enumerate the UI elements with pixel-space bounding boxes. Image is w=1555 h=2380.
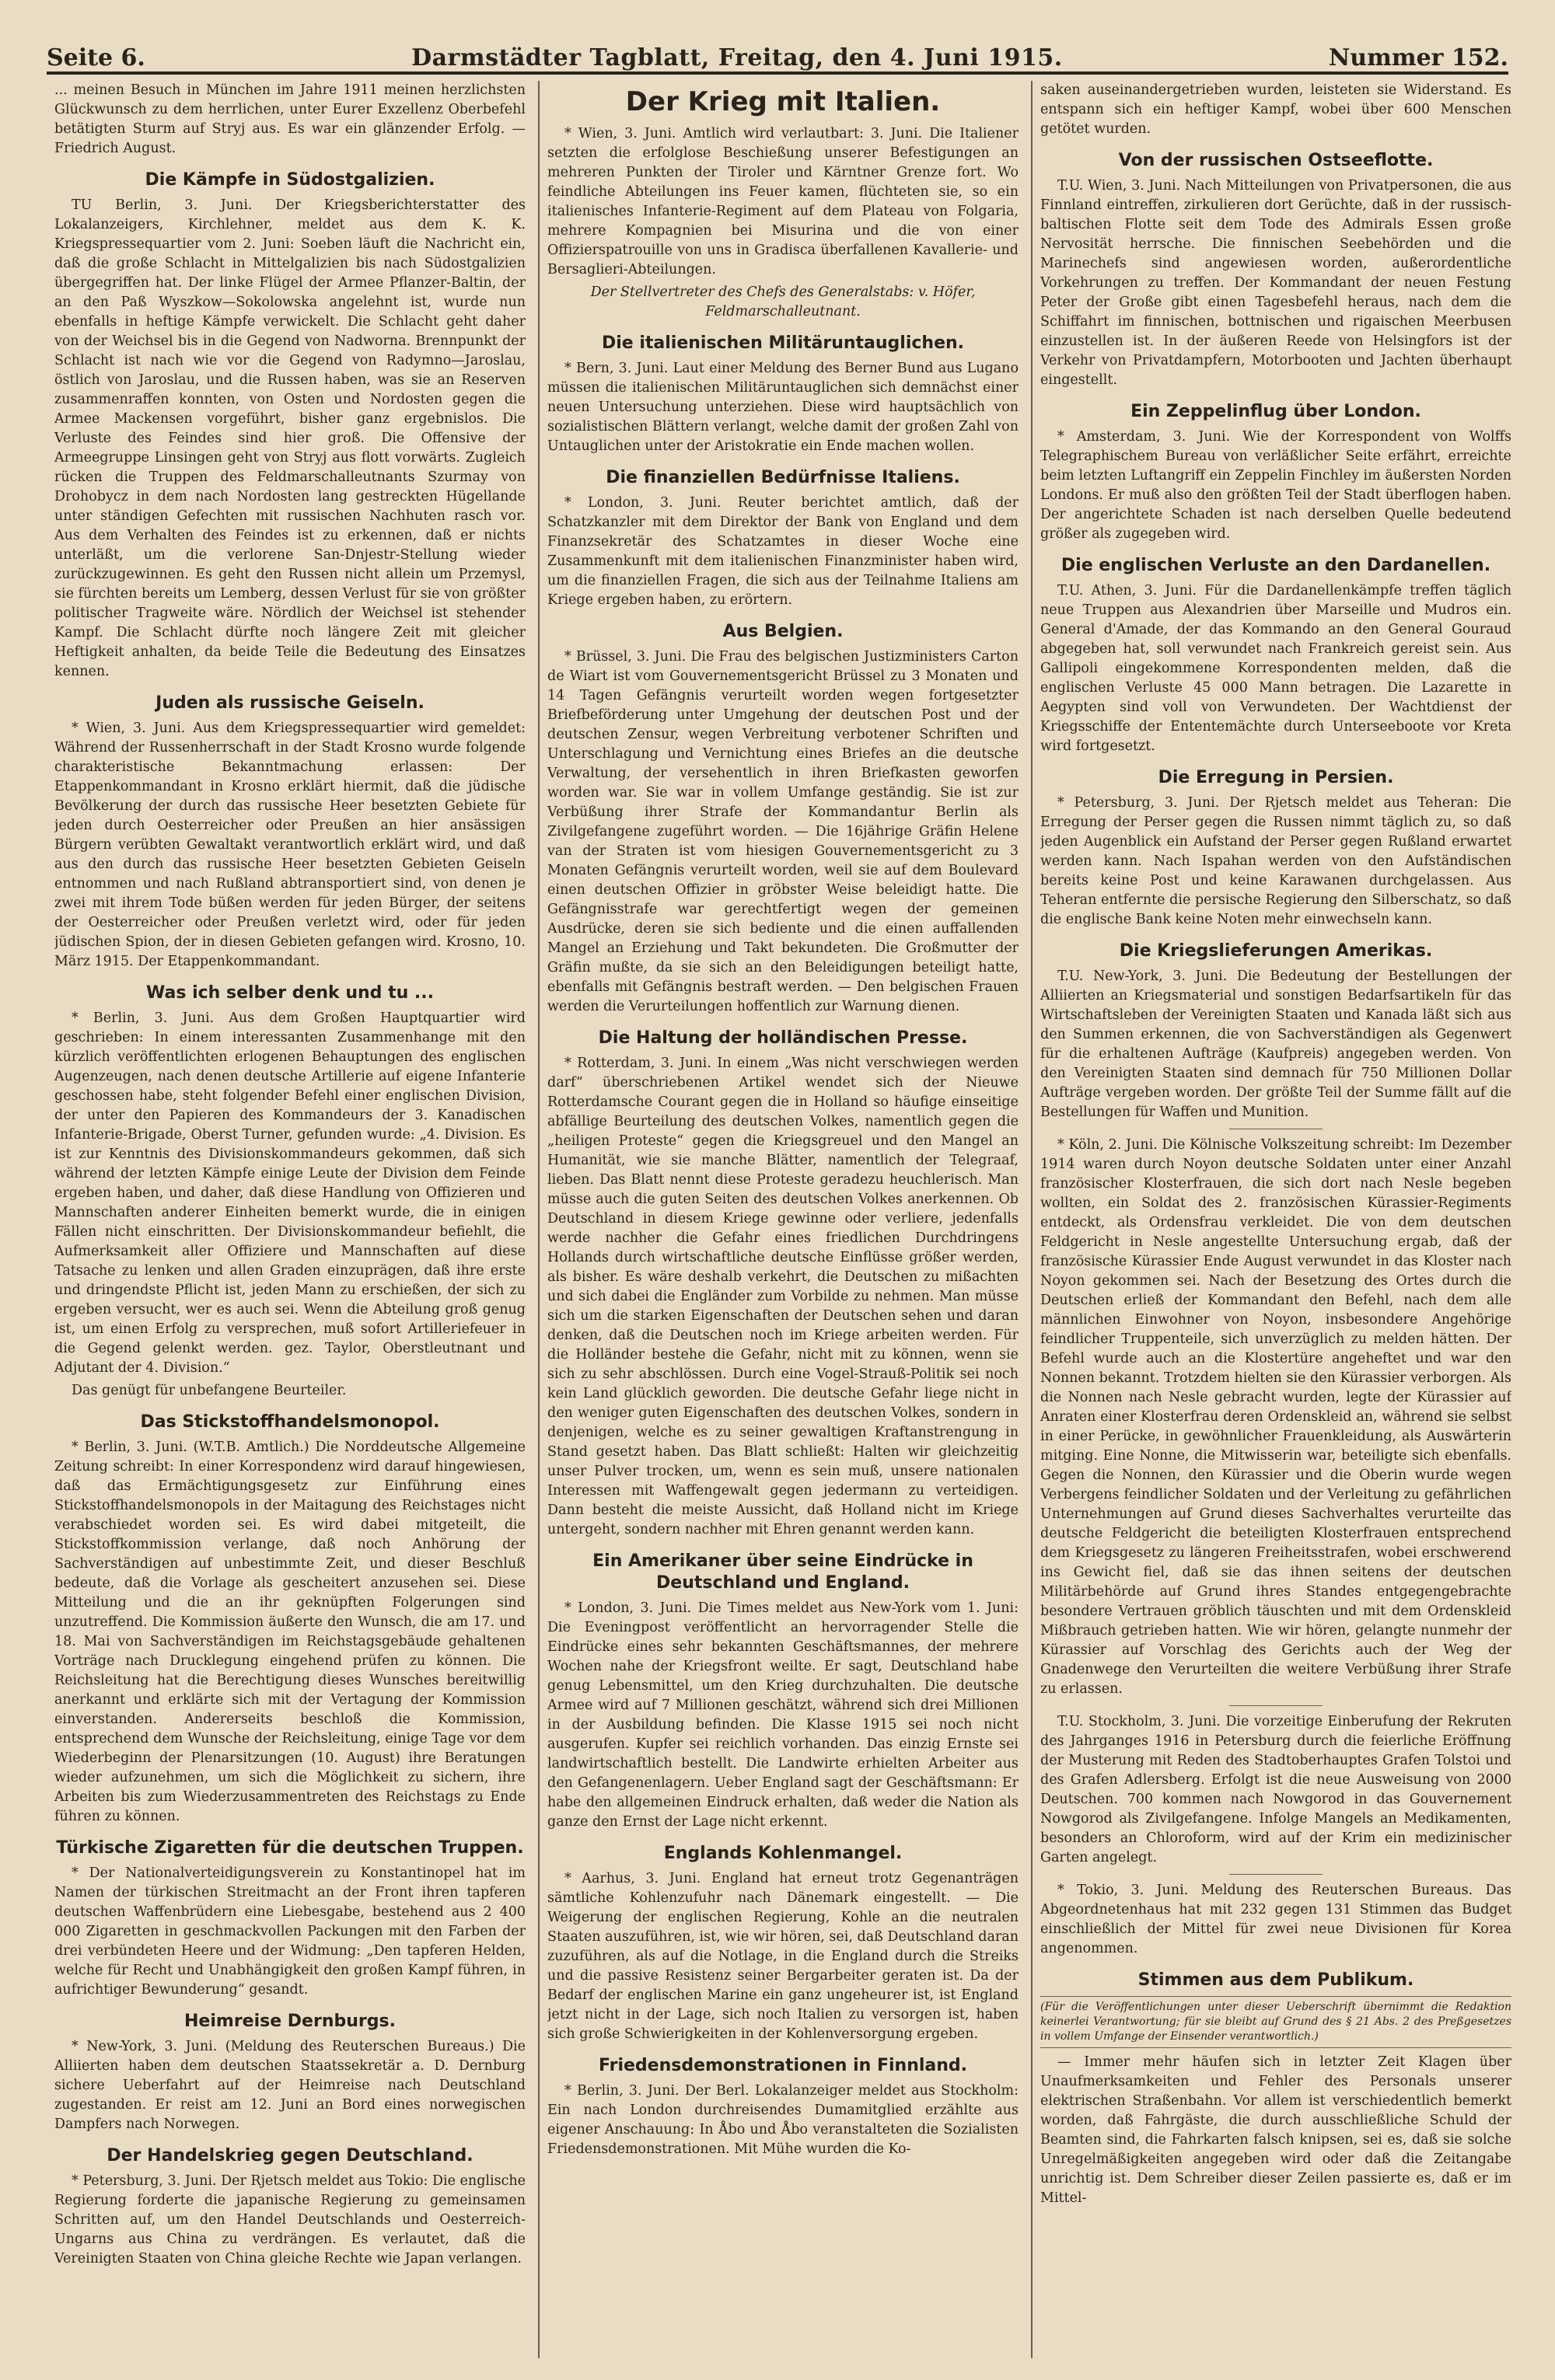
article-text: * Berlin, 3. Juni. (W.T.B. Amtlich.) Die Norddeutsche Allgemeine Zeitung schreibt: In einer Korrespondenz wird darauf hingewiesen, daß das Ermächtigungsgesetz zur Einführung eines Stickstoffhandelsmonopols in der Maitagung des Reichstages nicht verabschiedet worden sei. Es wird dabei mitgeteilt, die Stickstoffkommission verlange, daß noch Anhörung der Sachverständigen auf unbestimmte Zeit, und dieser Beschluß bedeute, daß die Vorlage als gescheitert anzusehen sei. Diese Mitteilung und die an ihr geknüpften Folgerungen sind unzutreffend. Die Kommission äußerte den Wunsch, die am 17. und 18. Mai von Sachverständigen im Reichstagsgebäude gehaltenen Vorträge nach Drucklegung eingehend prüfen zu können. Die Reichsleitung hat die Berechtigung dieses Wunsches bereitwillig anerkannt und erklärte sich mit der Vertagung der Kommission einverstanden. Andererseits beschloß die Kommission, entsprechend dem Wunsche der Reichsleitung, einige Tage vor dem Wiederbeginn der Plenarsitzungen (10. August) ihre Beratungen wieder aufzunehmen, um sich die Möglichkeit zu sichern, ihre Arbeiten bis zum Wiederzusammentreten des Reichstags zu Ende führen zu können. [54, 1440, 526, 1824]
article-text: * Amsterdam, 3. Juni. Wie der Korrespondent von Wolffs Telegraphischem Bureau von verläßlicher Seite erfährt, erreichte beim letzten Luftangriff ein Zeppelin Finchley im äußersten Norden Londons. Er muß also den größten Teil der Stadt überflogen haben. Der angerichtete Schaden ist nach derselben Quelle bedeutend größer als zugegeben wird. [1040, 429, 1511, 542]
article-text: * Berlin, 3. Juni. Aus dem Großen Hauptquartier wird geschrieben: In einem interessanten Zusammenhange mit den kürzlich veröffentlichten erlogenen Behauptungen des englischen Augenzeugen, nach denen deutsche Artillerie auf eigene Infanterie geschossen habe, steht folgender Befehl einer englischen Division, der unter den Papieren des Kommandeurs der 3. Kanadischen Infanterie-Brigade, Oberst Turner, gefunden wurde: „4. Division. Es ist zur Kenntnis des Divisionskommandeurs gekommen, daß sich während der letzten Kämpfe einige Leute der Division dem Feinde ergeben haben, und daher, daß diese Handlung von Offizieren und Mannschaften anderer Einheiten bemerkt wurde, die in einigen Fällen nicht einschritten. Der Divisionskommandeur befiehlt, die Aufmerksamkeit aller Offiziere und Mannschaften auf diese Tatsache zu lenken und allen Graden einzuprägen, daß ihre erste und dringendste Pflicht ist, jeden Mann zu erschießen, der sich zu ergeben versucht, wer es auch sei. Wenn die Abteilung groß genug ist, um einen Erfolg zu versprechen, muß sofort Artilleriefeuer in die Gegend gelenkt werden. gez. Taylor, Oberstleutnant und Adjutant der 4. Division.“ [54, 1010, 526, 1376]
column-3 [1040, 81, 1511, 2358]
article-headline: Ein Zeppelinflug über London. [1130, 402, 1421, 421]
article-text: Das genügt für unbefangene Beurteiler. [72, 1383, 347, 1398]
column-2 [547, 81, 1019, 2358]
article-text: * Tokio, 3. Juni. Meldung des Reuterschen Bureaus. Das Abgeordnetenhaus hat mit 232 gegen 131 Stimmen das Budget einschließlich der Mittel für zwei neue Divisionen für Korea angenommen. [1040, 1883, 1511, 1956]
article-text: * Bern, 3. Juni. Laut einer Meldung des Berner Bund aus Lugano müssen die italienischen Militäruntauglichen sich demnächst einer neuen Untersuchung unterziehen. Diese wird hauptsächlich von sozialistischen Blättern verlangt, welche damit der großen Zahl von Untauglichen unter der Aristokratie ein Ende machen wollen. [547, 361, 1019, 454]
article-headline: Die finanziellen Bedürfnisse Italiens. [606, 468, 960, 487]
column-1 [54, 81, 526, 2358]
article-headline: Heimreise Dernburgs. [184, 2012, 396, 2031]
article-text: * Petersburg, 3. Juni. Der Rjetsch meldet aus Teheran: Die Erregung der Perser gegen die Russen nimmt täglich zu, so daß jeden Augenblick ein Aufstand der Perser gegen Rußland erwartet werden kann. Nach Ispahan werden von den Aufständischen bereits keine Post und keine Karawanen durchgelassen. Aus Teheran entfernte die persische Regierung den Silberschatz, so daß die englische Bank keine Noten mehr einwechseln kann. [1040, 795, 1511, 927]
editorial-note: (Für die Veröffentlichungen unter dieser Ueberschrift übernimmt die Redaktion keinerlei Verantwortung; für sie bleibt auf Grund des § 21 Abs. 2 des Preßgesetzes in vollem Umfange der Einsender verantwortlich.) [1040, 1996, 1511, 2048]
issue-number: Nummer 152. [1328, 44, 1508, 72]
article-headline: Der Handelskrieg gegen Deutschland. [107, 2146, 473, 2165]
article-headline: Was ich selber denk und tu ... [146, 983, 434, 1003]
article-text: * Der Nationalverteidigungsverein zu Konstantinopel hat im Namen der türkischen Streitmacht an der Front ihren tapferen deutschen Waffenbrüdern eine Liebesgabe, bestehend aus 2 400 000 Zigaretten in geschmackvollen Packungen mit den Farben der drei verbündeten Heere und der Widmung: „Den tapferen Helden, welche für Recht und Unabhängigkeit den großen Kampf führen, in aufrichtiger Bewunderung“ gesandt. [54, 1865, 526, 1998]
article-headline: Ein Amerikaner über seine Eindrücke in Deutschland und England. [592, 1551, 973, 1593]
article-text: * Aarhus, 3. Juni. England hat erneut trotz Gegenanträgen sämtliche Kohlenzufuhr nach Dänemark eingestellt. — Die Weigerung der englischen Regierung, Kohle an die neutralen Staaten auszuführen, ist, wie wir hören, sei, daß Deutschland daran zuzuführen, als auf die Notlage, in die England durch die Streiks und die passive Resistenz seiner Bergarbeiter geraten ist. Da der Bedarf der englischen Marine ein ganz ungeheurer ist, ist England jetzt nicht in der Lage, sich noch Italien zu versorgen ist, haben sich große Schwierigkeiten in der Kohlenversorgung ergeben. [547, 1871, 1019, 2042]
article-text: * Brüssel, 3. Juni. Die Frau des belgischen Justizministers Carton de Wiart ist vom Gouvernementsgericht Brüssel zu 3 Monaten und 14 Tagen Gefängnis verurteilt worden wegen fortgesetzter Briefbeförderung unter Umgehung der deutschen Post und der deutschen Zensur, wegen Verbreitung verbotener Schriften und Unterschlagung und Vernichtung eines Briefes an die deutsche Verwaltung, der versehentlich in ihren Briefkasten geworfen worden war. Sie war in vollem Umfange geständig. Sie ist zur Verbüßung ihrer Strafe der Kommandantur Berlin als Zivilgefangene zugeführt worden. — Die 16jährige Gräfin Helene van der Straten ist vom hiesigen Gouvernementsgericht zu 3 Monaten Gefängnis verurteilt worden, weil sie auf dem Boulevard einen deutschen Offizier in gröbster Weise beleidigt hatte. Die Gefängnisstrafe war gerechtfertigt wegen der gemeinen Ausdrücke, deren sie sich bediente und die einen auffallenden Mangel an Erziehung und Takt bekundeten. Die Großmutter der Gräfin mußte, da sie sich an den Beleidigungen beteiligt hatte, ebenfalls mit Gefängnis bestraft werden. — Den belgischen Frauen werden die Verurteilungen hoffentlich zur Warnung dienen. [547, 649, 1019, 1014]
article-text: T.U. New-York, 3. Juni. Die Bedeutung der Bestellungen der Alliierten an Kriegsmaterial und sonstigen Bedarfsartikeln für das Wirtschaftsleben der Vereinigten Staaten und Kanada läßt sich aus den Summen erkennen, die von Sachverständigen als Gegenwert für die erhaltenen Aufträge (Kaufpreis) angegeben werden. Von den Vereinigten Staaten sind demnach für 750 Millionen Dollar Aufträge vergeben worden. Der größte Teil der Summe fällt auf die Bestellungen für Waffen und Munition. [1040, 968, 1511, 1120]
article-headline: Das Stickstoffhandelsmonopol. [140, 1412, 440, 1432]
article-text: * Rotterdam, 3. Juni. In einem „Was nicht verschwiegen werden darf“ überschriebenen Artikel wendet sich der Nieuwe Rotterdamsche Courant gegen die in Holland so häufige einseitige abfällige Beurteilung des deutschen Volkes, namentlich gegen die „heiligen Proteste“ gegen die Kriegsgreuel und den Mangel an Humanität, wie sie manche Blätter, namentlich der Telegraaf, lieben. Das Blatt nennt diese Proteste geradezu heuchlerisch. Man müsse auch die guten Seiten des deutschen Volkes anerkennen. Ob Deutschland in diesem Kriege gewinne oder verliere, jedenfalls werde nachher die Gefahr eines friedlichen Durchdringens Hollands durch wirtschaftliche deutsche Einflüsse größer werden, als bisher. Es wäre deshalb verkehrt, die Deutschen zu mißachten und sich dabei die Engländer zum Vorbilde zu nehmen. Man müsse sich um die starken Eigenschaften der Deutschen sehen und daran denken, daß die Deutschen noch im Kriege arbeiten werden. Für die Holländer bestehe die Gefahr, nicht mit zu können, wenn sie sich zu sehr abschlössen. Durch eine Vogel-Strauß-Politik sei noch kein Land glücklich geworden. Die deutsche Gefahr liege nicht in den weniger guten Eigenschaften des deutschen Volkes, sondern in denjenigen, welche es zu seiner gewaltigen Kraftanstrengung in Stand gesetzt haben. Das Blatt schließt: Halten wir gleichzeitig unser Pulver trocken, um, wenn es sein muß, unsere nationalen Interessen mit Waffengewalt gegen jedermann zu verteidigen. Dann besteht die meiste Aussicht, daß Holland nicht im Kriege untergeht, sondern nachher mit Ehren genannt werden kann. [547, 1056, 1019, 1537]
article-text: T.U. Stockholm, 3. Juni. Die vorzeitige Einberufung der Rekruten des Jahrganges 1916 in Petersburg durch die feierliche Eröffnung der Musterung mit Reden des Stadtoberhauptes Grafen Tolstoi und des Grafen Adlersberg. Erfolgt ist die neue Ausweisung von 2000 Deutschen. 700 kommen nach Nowgorod in das Gouvernement Nowgorod als Zivilgefangene. Infolge Mangels an Medikamenten, besonders an Chloroform, wird auf der Krim ein medizinischer Garten angelegt. [1040, 1714, 1511, 1865]
article-headline: Die Kämpfe in Südostgalizien. [145, 170, 435, 190]
article-text: * Wien, 3. Juni. Aus dem Kriegspressequartier wird gemeldet: Während der Russenherrschaft in der Stadt Krosno wurde folgende charakteristische Bekanntmachung erlassen: Der Etappenkommandant in Krosno erklärt hiermit, daß die jüdische Bevölkerung der durch das russische Heer besetzten Gebiete für jeden durch Oesterreicher oder Preußen an hier ansässigen Bürgern verübten Gewaltakt verantwortlich erklärt wird, und daß aus den durch das russische Heer besetzten Gebieten Geiseln entnommen und nach Rußland abtransportiert sind, von denen je zwei mit ihrem Tode büßen werden für jeden Bürger, der seitens der Oesterreicher oder Preußen verletzt wird, oder für jeden jüdischen Spion, der in diesen Gebieten gefangen wird. Krosno, 10. März 1915. Der Etappenkommandant. [54, 721, 526, 969]
article-text: * Berlin, 3. Juni. Der Berl. Lokalanzeiger meldet aus Stockholm: Ein nach London durchreisendes Dumamitglied erzählte aus eigener Anschauung: In Åbo und Åbo veranstalteten die Sozialisten Friedensdemonstrationen. Mit Mühe wurden die Ko- [547, 2083, 1019, 2157]
article-headline: Türkische Zigaretten für die deutschen Truppen. [56, 1838, 524, 1858]
main-headline: Der Krieg mit Italien. [625, 86, 941, 117]
article-headline: Die Haltung der holländischen Presse. [598, 1028, 968, 1048]
masthead [47, 31, 1508, 75]
article-headline: Von der russischen Ostseeflotte. [1118, 151, 1434, 170]
article-text: * London, 3. Juni. Die Times meldet aus New-York vom 1. Juni: Die Eveningpost veröffentlicht an hervorragender Stelle die Eindrücke eines sehr bekannten Geschäftsmannes, der mehrere Wochen nahe der Kriegsfront weilte. Er sagt, Deutschland habe genug Lebensmittel, um den Krieg durchzuhalten. Die deutsche Armee wird auf 7 Millionen geschätzt, während sich drei Millionen in der Ausbildung befinden. Die Klasse 1915 sei noch nicht ausgerufen. Kupfer sei reichlich vorhanden. Das einzig Ernste sei landwirtschaftlich bestellt. Die Landwirte erhielten Arbeiter aus den Gefangenenlagern. Ueber England sagt der Geschäftsmann: Er habe den allgemeinen Eindruck erhalten, daß weder die Nation als ganze den Ernst der Lage nicht erkennt. [547, 1600, 1019, 1830]
article-text: TU Berlin, 3. Juni. Der Kriegsberichterstatter des Lokalanzeigers, Kirchlehner, meldet aus dem K. K. Kriegspressequartier vom 2. Juni: Soeben läuft die Nachricht ein, daß die große Schlacht in Mittelgalizien bis nach Südostgalizien übergegriffen hat. Der linke Flügel der Armee Pflanzer-Baltin, der an den Paß Wyszkow—Sokolowska angelehnt ist, wurde nun ebenfalls in heftige Kämpfe verwickelt. Die Schlacht geht daher von der Weichsel bis in die Gegend von Nadworna. Brennpunkt der Schlacht ist nach wie vor die Gegend von Radymno—Jaroslau, östlich von Jaroslau, und die Russen haben, was sie an Reserven zusammenraffen konnten, von Osten und Nordosten gegen die Armee Mackensen vorgeführt, bisher ganz ergebnislos. Die Verluste des Feindes sind hier groß. Die Offensive der Armeegruppe Linsingen geht von Stryj aus flott vorwärts. Zugleich rücken die Truppen des Feldmarschalleutnants Szurmay von Drohobycz in dem nach Nordosten lang gestreckten Hügellande unter ständigen Gefechten mit russischen Nachhuten rasch vor. Aus dem Verhalten des Feindes ist zu erkennen, daß er nichts unterläßt, um die verlorene San-Dnjestr-Stellung wieder zurückzugewinnen. Es geht den Russen nicht allein um Przemysl, sie fürchten bereits um Lemberg, dessen Verlust für sie von größter politischer Tragweite wäre. Nördlich der Weichsel ist stehender Kampf. Die Schlacht dürfte noch längere Zeit mit gleicher Heftigkeit anhalten, da beide Teile die Bedeutung des Einsatzes kennen. [54, 197, 526, 679]
article-signature: Der Stellvertreter des Chefs des Generalstabs: v. Höfer, Feldmarschalleutnant. [590, 284, 976, 319]
article-text: * New-York, 3. Juni. (Meldung des Reuterschen Bureaus.) Die Alliierten haben dem deutschen Staatssekretär a. D. Dernburg sichere Ueberfahrt auf der Heimreise nach Deutschland zugestanden. Er reist am 12. Juni an Bord eines norwegischen Dampfers nach Norwegen. [54, 2039, 526, 2132]
article-headline: Die englischen Verluste an den Dardanellen. [1061, 556, 1491, 575]
article-headline: Friedensdemonstrationen in Finnland. [598, 2056, 968, 2075]
article-headline: Juden als russische Geiseln. [156, 693, 425, 713]
article-headline: Stimmen aus dem Publikum. [1137, 1970, 1414, 1990]
article-text: * London, 3. Juni. Reuter berichtet amtlich, daß der Schatzkanzler mit dem Direktor der Bank von England und dem Finanzsekretär des Schatzamtes in dieser Woche eine Zusammenkunft mit dem italienischen Finanzminister haben wird, um die finanziellen Fragen, die sich aus der Teilnahme Italiens am Kriege ergeben haben, zu erörtern. [547, 495, 1019, 608]
article-headline: Aus Belgien. [722, 622, 844, 641]
column-divider [538, 81, 540, 2358]
article-text: T.U. Wien, 3. Juni. Nach Mitteilungen von Privatpersonen, die aus Finnland eintreffen, zirkulieren dort Gerüchte, daß in der russisch-baltischen Flotte seit dem Tode des Admirals Essen große Nervosität herrsche. Die finnischen Seebehörden und die Marinechefs sind angewiesen worden, außerordentliche Vorkehrungen zu treffen. Der Kommandant der neuen Festung Peter der Große gibt einen Tagesbefehl heraus, nach dem die Schiffahrt im finnischen, bottnischen und rigaischen Meerbusen einzustellen ist. In der äußeren Reede von Helsingfors ist der Verkehr von Privatdampfern, Motorbooten und Jachten überhaupt eingestellt. [1040, 178, 1511, 388]
separator [1229, 1874, 1323, 1875]
article-headline: Die Kriegslieferungen Amerikas. [1119, 941, 1433, 961]
article-headline: Die italienischen Militäruntauglichen. [601, 333, 965, 353]
article-text: — Immer mehr häufen sich in letzter Zeit Klagen über Unaufmerksamkeiten und Fehler des Personals unserer elektrischen Straßenbahn. Vor allem ist verschiedentlich bemerkt worden, daß Fahrgäste, die durch ausschließliche Schuld der Beamten sind, die Fahrkarten falsch knipsen, sei es, daß sie solche Unregelmäßigkeiten angegeben wird oder daß die Zeitangabe unrichtig ist. Dem Schreiber dieser Zeilen passierte es, daß er im Mittel- [1040, 2054, 1511, 2206]
article-text: * Petersburg, 3. Juni. Der Rjetsch meldet aus Tokio: Die englische Regierung forderte die japanische Regierung zu gemeinsamen Schritten auf, um den Handel Deutschlands und Oesterreich-Ungarns aus China zu verdrängen. Es verlautet, daß die Vereinigten Staaten von China gleiche Rechte wie Japan verlangen. [54, 2173, 526, 2267]
article-text: ... meinen Besuch in München im Jahre 1911 meinen herzlichsten Glückwunsch zu dem herrlichen, unter Eurer Exzellenz Oberbefehl betätigten Sturm auf Stryj aus. Es war ein glänzender Erfolg. — Friedrich August. [54, 82, 526, 156]
page-number: Seite 6. [47, 44, 145, 72]
article-text: * Wien, 3. Juni. Amtlich wird verlautbart: 3. Juni. Die Italiener setzten die erfolglose Beschießung unserer Befestigungen an mehreren Punkten der Tiroler und Kärntner Grenze fort. Wo feindliche Abteilungen ins Feuer kamen, flüchteten sie, so ein italienisches Infanterie-Regiment auf dem Plateau von Folgaria, mehrere Kompagnien bei Misurina und die von einer Offizierspatrouille von uns in Gradisca überfallenen Kavallerie- und Bersaglieri-Abteilungen. [547, 126, 1019, 277]
article-headline: Die Erregung in Persien. [1158, 768, 1394, 787]
article-headline: Englands Kohlenmangel. [663, 1844, 903, 1863]
newspaper-title: Darmstädter Tagblatt, Freitag, den 4. Juni 1915. [411, 44, 1063, 72]
article-text: saken auseinandergetrieben wurden, leisteten sie Widerstand. Es entspann sich ein heftiger Kampf, wobei über 600 Menschen getötet wurden. [1040, 82, 1511, 137]
article-text: T.U. Athen, 3. Juni. Für die Dardanellenkämpfe treffen täglich neue Truppen aus Alexandrien über Marseille und Mudros ein. General d'Amade, der das Kommando an den General Gouraud abgegeben hat, soll verwundet nach Frankreich gereist sein. Aus Gallipoli eingekommene Korrespondenten melden, daß die englischen Verluste 45 000 Mann betragen. Die Lazarette in Aegypten sind voll von Verwundeten. Der Wachtdienst der Kriegsschiffe der Ententemächte durch Unterseeboote vor Kreta wird fortgesetzt. [1040, 583, 1511, 754]
separator [1229, 1705, 1323, 1706]
article-text: * Köln, 2. Juni. Die Kölnische Volkszeitung schreibt: Im Dezember 1914 waren durch Noyon deutsche Soldaten unter einer Anzahl französischer Klosterfrauen, die sich dort nach Nesle begeben wollten, ein Soldat des 2. französischen Kürassier-Regiments entdeckt, als Ordensfrau verkleidet. Die von dem deutschen Feldgericht in Nesle angestellte Untersuchung ergab, daß der französische Kürassier Ende August verwundet in das Kloster nach Noyon gekommen sei. Nach der Besetzung des Ortes durch die Deutschen erließ der Kommandant den Befehl, nach dem alle männlichen Einwohner von Noyon, insbesondere Angehörige feindlicher Truppenteile, sich unverzüglich zu melden hätten. Der Befehl wurde auch an die Klostertüre angeheftet und war den Nonnen bekannt. Trotzdem hielten sie den Kürassier verborgen. Als die Nonnen nach Nesle gebracht wurden, legte der Kürassier auf Anraten einer Klosterfrau deren Ordenskleid an, während sie selbst in einer Perücke, in gewöhnlicher Frauenkleidung, als Auswärterin mitging. Eine Nonne, die Mitwisserin war, beteiligte sich ebenfalls. Gegen die Nonnen, den Kürassier und die Oberin wurde wegen Verbergens feindlicher Soldaten und der Verleitung zu gefährlichen Unternehmungen auf Grund dieses Sachverhaltes verurteilte das deutsche Feldgericht die beteiligten Klosterfrauen entsprechend dem Kriegsgesetz zu längeren Freiheitsstrafen, wobei erschwerend ins Gewicht fiel, daß sie das ihnen seitens der deutschen Militärbehörde auf Grund ihres Standes entgegengebrachte besondere Vertrauen gröblich täuschten und mit dem Ordenskleid Mißbrauch getrieben hatten. Wie wir hören, gelangte nunmehr der Kürassier auf Vorschlag des Gerichts auch der Weg der Gnadenwege den Verurteilten die weitere Verbüßung ihrer Strafe zu erlassen. [1040, 1137, 1511, 1697]
column-divider [1031, 81, 1033, 2358]
